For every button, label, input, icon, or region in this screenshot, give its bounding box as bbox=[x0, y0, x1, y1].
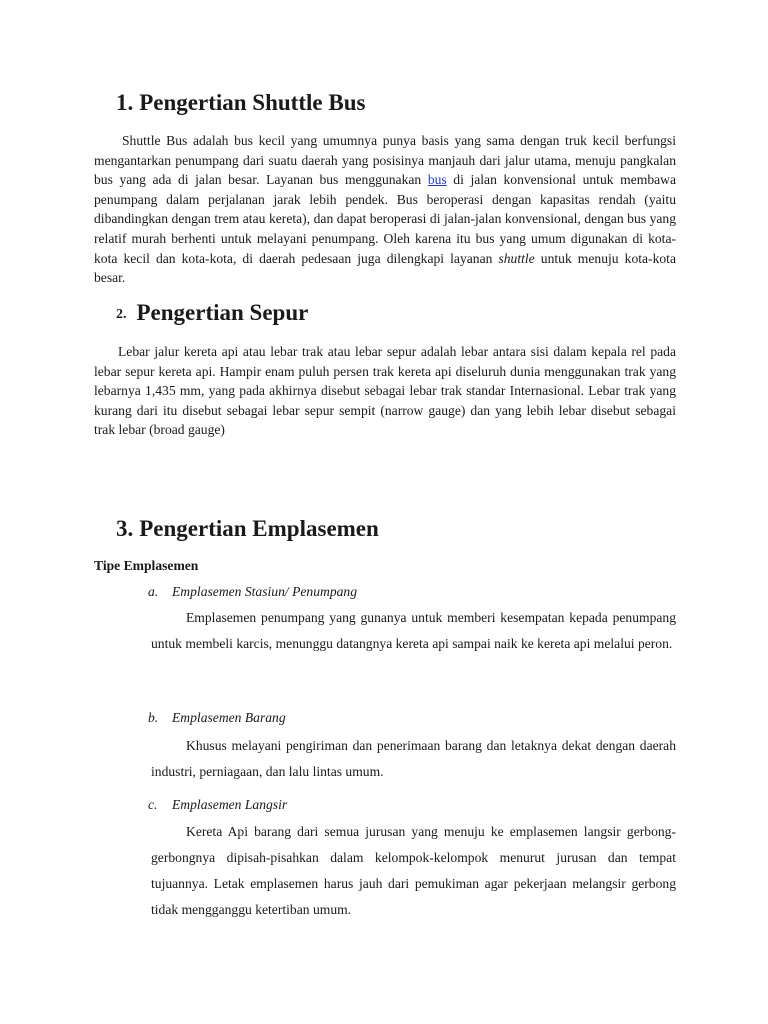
section-3-title: Pengertian Emplasemen bbox=[139, 516, 379, 541]
item-a-title-text: Emplasemen Stasiun/ Penumpang bbox=[172, 584, 358, 599]
item-c-letter: c. bbox=[148, 797, 158, 812]
section-2-number: 2. bbox=[116, 307, 127, 322]
section-3-number: 3. bbox=[116, 516, 134, 541]
section-1-text-part2: di jalan konvensional untuk membawa penumpang dalam perjalanan jarak lebih pendek. Bus beroperasi dengan kapasitas rendah (yaitu dibandingkan dengan trem atau kereta), dan dapat beroperasi di jalan-jalan konvensional, dengan bus yang relatif murah berhenti untuk melayani penumpang. Oleh karena itu bus yang umum digunakan di kota-kota kecil dan kota-kota, di daerah pedesaan juga dilengkapi layanan bbox=[94, 172, 676, 266]
item-a-paragraph: Emplasemen penumpang yang gunanya untuk memberi kesempatan kepada penumpang untuk membeli karcis, menunggu datangnya kereta api sampai naik ke kereta api melalui peron. bbox=[151, 610, 676, 651]
section-1-text-part1: Shuttle Bus adalah bus kecil yang umumnya punya basis yang sama dengan truk kecil berfungsi mengantarkan penumpang dari suatu daerah yang posisinya manjauh dari jalur utama, menuju pangkalan bus yang ada di jalan besar. Layanan bus menggunakan bbox=[94, 133, 676, 188]
item-a-letter: a. bbox=[148, 584, 159, 599]
item-b-title bbox=[148, 709, 286, 727]
section-2-heading bbox=[116, 299, 308, 329]
section-1-italic-shuttle: shuttle bbox=[498, 250, 535, 266]
section-2-paragraph: Lebar jalur kereta api atau lebar trak atau lebar sepur adalah lebar antara sisi dalam kepala rel pada lebar sepur kereta api. Hampir enam puluh persen trak kereta api diseluruh dunia menggunakan trak yang lebarnya 1,435 mm, yang pada akhirnya disebut sebagai lebar trak standar Internasional. Lebar trak yang kurang dari itu disebut sebagai lebar sepur sempit (narrow gauge) dan yang lebih lebar disebut sebagai trak lebar (broad gauge) bbox=[94, 344, 676, 438]
item-b-letter: b. bbox=[148, 710, 159, 725]
section-3-heading bbox=[116, 515, 379, 543]
item-b-title-text: Emplasemen Barang bbox=[172, 710, 286, 725]
section-1-text-part3: untuk menuju kota-kota besar. bbox=[94, 250, 676, 286]
item-c-paragraph: Kereta Api barang dari semua jurusan yang menuju ke emplasemen langsir gerbong-gerbongnya dipisah-pisahkan dalam kelompok-kelompok menurut jurusan dan tempat tujuannya. Letak emplasemen harus jauh dari pemukiman agar pekerjaan melangsir gerbong tidak mengganggu ketertiban umum. bbox=[151, 824, 676, 917]
section-1-title: Pengertian Shuttle Bus bbox=[139, 90, 366, 115]
tipe-emplasemen-subheading: Tipe Emplasemen bbox=[94, 558, 199, 573]
item-c-title bbox=[148, 796, 287, 814]
section-1-number: 1. bbox=[116, 90, 134, 115]
item-c-title-text: Emplasemen Langsir bbox=[172, 797, 288, 812]
bus-link[interactable]: bus bbox=[427, 172, 447, 188]
section-2-title: Pengertian Sepur bbox=[136, 300, 309, 325]
item-b-paragraph: Khusus melayani pengiriman dan penerimaan barang dan letaknya dekat dengan daerah industri, perniagaan, dan lalu lintas umum. bbox=[151, 738, 676, 779]
item-a-title bbox=[148, 583, 357, 601]
section-1-paragraph bbox=[94, 131, 676, 288]
section-1-heading bbox=[116, 89, 365, 117]
